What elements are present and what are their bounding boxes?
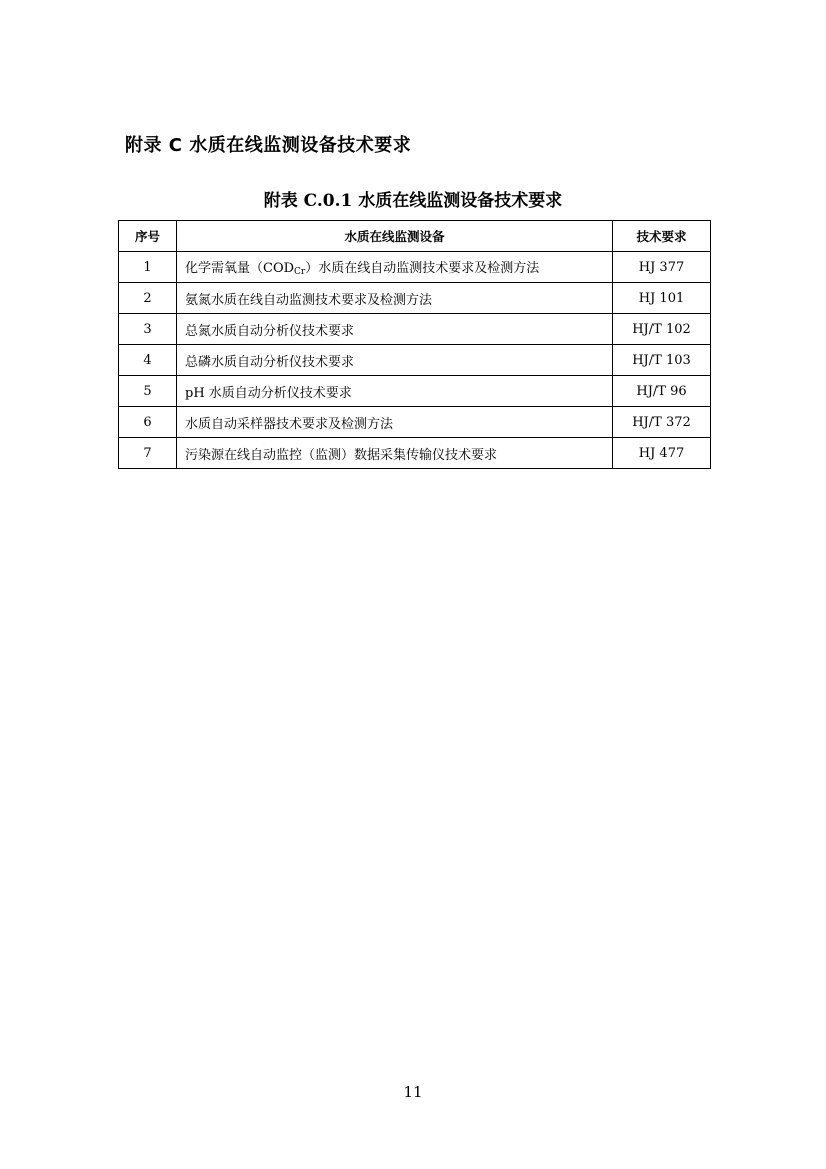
row-number: 5 bbox=[119, 376, 177, 407]
equipment-name-prefix: 化学需氧量（COD bbox=[185, 261, 295, 276]
row-number: 7 bbox=[119, 438, 177, 469]
appendix-title: 附录 C 水质在线监测设备技术要求 bbox=[125, 135, 412, 156]
row-equipment-name: 氨氮水质在线自动监测技术要求及检测方法 bbox=[177, 283, 613, 314]
row-equipment-name: 水质自动采样器技术要求及检测方法 bbox=[177, 407, 613, 438]
header-technical-requirement: 技术要求 bbox=[613, 221, 711, 252]
row-number: 6 bbox=[119, 407, 177, 438]
row-standard-code: HJ/T 96 bbox=[613, 376, 711, 407]
table-row bbox=[119, 376, 711, 407]
row-standard-code: HJ/T 372 bbox=[613, 407, 711, 438]
table-row bbox=[119, 345, 711, 376]
table-row bbox=[119, 283, 711, 314]
standards-table bbox=[118, 220, 711, 469]
row-equipment-name bbox=[177, 252, 613, 283]
row-number: 1 bbox=[119, 252, 177, 283]
table-title: 附表 C.0.1 水质在线监测设备技术要求 bbox=[263, 191, 563, 211]
row-equipment-name: 总氮水质自动分析仪技术要求 bbox=[177, 314, 613, 345]
header-serial-number: 序号 bbox=[119, 221, 177, 252]
page-number: 11 bbox=[403, 1083, 423, 1101]
table-row bbox=[119, 407, 711, 438]
table-row bbox=[119, 252, 711, 283]
equipment-name-suffix: ）水质在线自动监测技术要求及检测方法 bbox=[305, 261, 540, 276]
row-number: 4 bbox=[119, 345, 177, 376]
header-equipment: 水质在线监测设备 bbox=[177, 221, 613, 252]
row-equipment-name: 污染源在线自动监控（监测）数据采集传输仪技术要求 bbox=[177, 438, 613, 469]
row-standard-code: HJ/T 103 bbox=[613, 345, 711, 376]
row-number: 3 bbox=[119, 314, 177, 345]
row-equipment-name: pH 水质自动分析仪技术要求 bbox=[177, 376, 613, 407]
row-equipment-name: 总磷水质自动分析仪技术要求 bbox=[177, 345, 613, 376]
row-standard-code: HJ/T 102 bbox=[613, 314, 711, 345]
equipment-name-subscript: Cr bbox=[294, 267, 306, 277]
table-header-row bbox=[119, 221, 711, 252]
row-number: 2 bbox=[119, 283, 177, 314]
table-row bbox=[119, 314, 711, 345]
table-row bbox=[119, 438, 711, 469]
row-standard-code: HJ 101 bbox=[613, 283, 711, 314]
row-standard-code: HJ 377 bbox=[613, 252, 711, 283]
row-standard-code: HJ 477 bbox=[613, 438, 711, 469]
